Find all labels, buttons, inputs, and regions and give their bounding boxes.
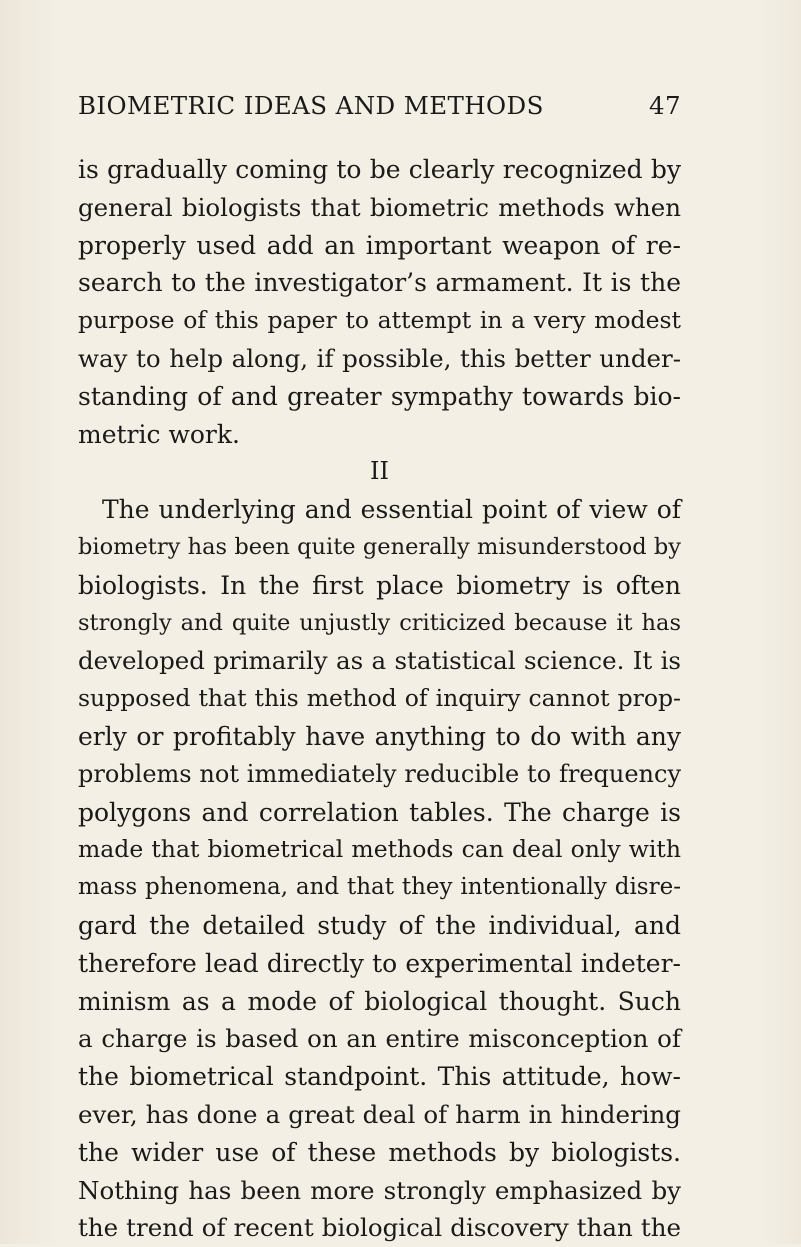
text-line: gard the detailed study of the individual, and	[78, 910, 681, 940]
text-line: a charge is based on an entire misconception of	[78, 1024, 681, 1054]
text-line: minism as a mode of biological thought. Such	[78, 986, 681, 1016]
text-line: standing of and greater sympathy towards bio-	[78, 381, 681, 411]
paragraph-continued	[78, 151, 681, 453]
paragraph	[78, 491, 681, 1247]
page-number: 47	[649, 91, 681, 120]
text-line: way to help along, if possible, this better under-	[78, 343, 681, 373]
body-text	[78, 151, 681, 1247]
text-line: ever, has done a great deal of harm in hindering	[78, 1099, 681, 1129]
text-line: therefore lead directly to experimental indeter-	[78, 948, 681, 978]
text-line: the trend of recent biological discovery than the	[78, 1213, 681, 1243]
text-line: the biometrical standpoint. This attitude, how-	[78, 1062, 681, 1092]
text-line: biometry has been quite generally misunderstood by	[78, 533, 681, 560]
text-line: made that biometrical methods can deal only with	[78, 835, 681, 864]
text-line: the wider use of these methods by biologists.	[78, 1137, 681, 1167]
text-line: problems not immediately reducible to frequency	[78, 759, 681, 788]
text-line: polygons and correlation tables. The charge is	[78, 797, 681, 827]
text-line: purpose of this paper to attempt in a very modest	[78, 306, 681, 335]
text-line: search to the investigator’s armament. It is the	[78, 268, 681, 298]
text-line: strongly and quite unjustly criticized because it has	[78, 609, 681, 636]
text-line: supposed that this method of inquiry cannot prop-	[78, 684, 681, 713]
text-line: developed primarily as a statistical science. It is	[78, 646, 681, 676]
running-head	[78, 91, 681, 131]
text-line: The underlying and essential point of view of	[102, 495, 681, 525]
text-line: Nothing has been more strongly emphasized by	[78, 1175, 681, 1205]
text-line: is gradually coming to be clearly recognized by	[78, 155, 681, 184]
text-line: mass phenomena, and that they intentionally disre-	[78, 874, 681, 901]
text-line: biologists. In the first place biometry is often	[78, 570, 681, 600]
text-line: general biologists that biometric methods when	[78, 192, 681, 222]
text-line: erly or profitably have anything to do with any	[78, 721, 681, 751]
text-line: properly used add an important weapon of re-	[78, 230, 681, 260]
text-line: metric work.	[78, 419, 240, 449]
running-title: BIOMETRIC IDEAS AND METHODS	[78, 91, 544, 120]
section-heading: II	[370, 457, 389, 486]
